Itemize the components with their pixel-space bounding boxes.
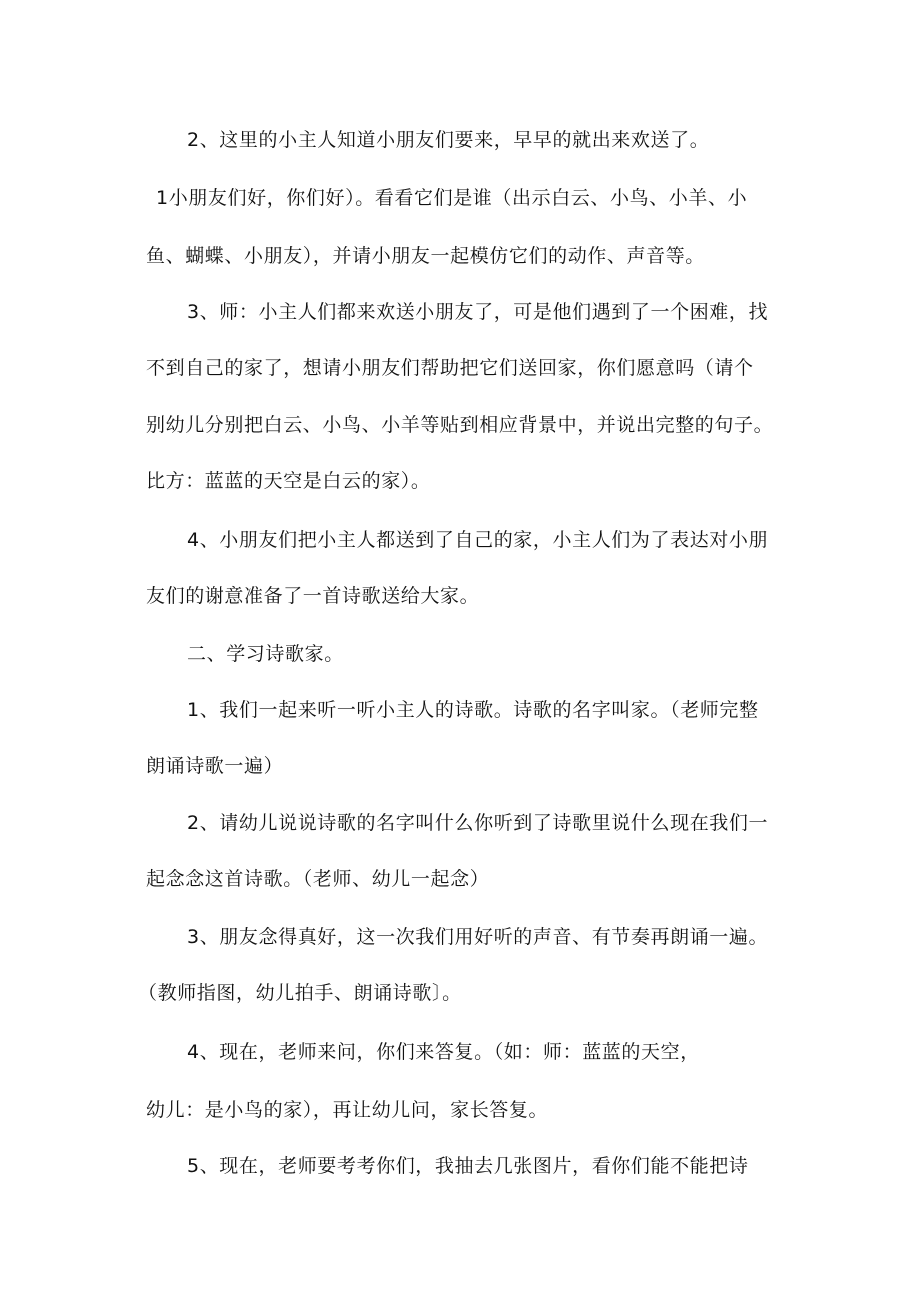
text-line: 别幼儿分别把白云、小鸟、小羊等贴到相应背景中，并说出完整的句子。: [146, 414, 774, 436]
text-line: 幼儿：是小鸟的家），再让幼儿问，家长答复。: [146, 1099, 549, 1121]
text-line: 3、师：小主人们都来欢送小朋友了，可是他们遇到了一个困难，找: [187, 301, 769, 323]
text-line: 1、我们一起来听一听小主人的诗歌。诗歌的名字叫家。（老师完整: [187, 699, 759, 721]
section-heading: 二、学习诗歌家。: [187, 643, 344, 665]
text-line: 比方：蓝蓝的天空是白云的家）。: [146, 470, 431, 492]
text-line: 朗诵诗歌一遍）: [146, 755, 284, 777]
text-line: 2、这里的小主人知道小朋友们要来，早早的就出来欢送了。: [187, 129, 710, 151]
text-line: 友们的谢意准备了一首诗歌送给大家。: [146, 585, 480, 607]
text-line: 4、小朋友们把小主人都送到了自己的家，小主人们为了表达对小朋: [187, 529, 769, 551]
text-line: （教师指图，幼儿拍手、朗诵诗歌〕。: [138, 982, 462, 1004]
text-line: 不到自己的家了，想请小朋友们帮助把它们送回家，你们愿意吗（请个: [146, 357, 754, 379]
text-line: 4、现在，老师来问，你们来答复。（如：师：蓝蓝的天空，: [187, 1041, 700, 1063]
text-line: 1小朋友们好，你们好）。看看它们是谁（出示白云、小鸟、小羊、小: [156, 187, 748, 209]
text-line: 3、朋友念得真好，这一次我们用好听的声音、有节奏再朗诵一遍。: [187, 926, 769, 948]
text-line: 5、现在，老师要考考你们，我抽去几张图片，看你们能不能把诗: [187, 1155, 749, 1177]
text-line: 鱼、蝴蝶、小朋友），并请小朋友一起模仿它们的动作、声音等。: [146, 245, 705, 267]
text-line: 起念念这首诗歌。（老师、幼儿一起念）: [146, 868, 490, 890]
text-line: 2、请幼儿说说诗歌的名字叫什么你听到了诗歌里说什么现在我们一: [187, 812, 769, 834]
